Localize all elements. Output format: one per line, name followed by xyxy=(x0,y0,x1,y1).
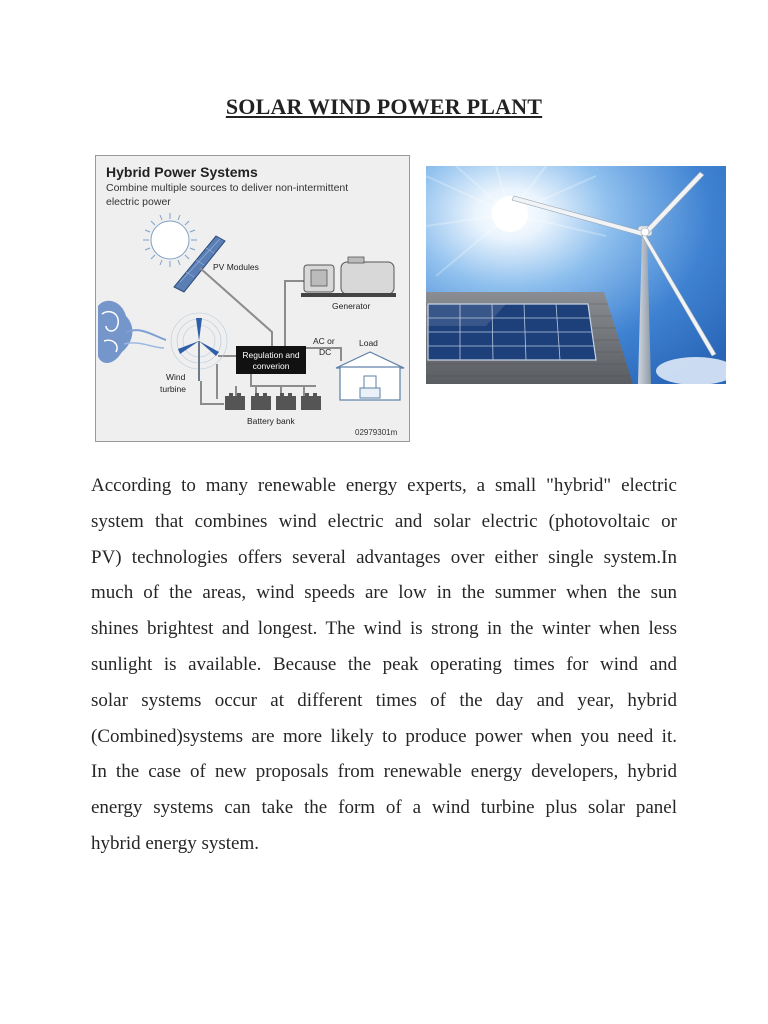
wind-turbine-label-line1: Wind xyxy=(166,372,186,382)
wind-face-icon xyxy=(98,301,166,363)
generator-label: Generator xyxy=(332,301,371,311)
paragraph-line: hybrid energy system. xyxy=(91,832,259,854)
paragraph-line: sunlight is available. Because the peak operating times for wind and xyxy=(91,653,677,675)
paragraph-line: (Combined)systems are more likely to produce power when you need it. xyxy=(91,725,677,747)
regulation-label-line2: converion xyxy=(252,361,290,371)
battery-bank-icon xyxy=(225,393,321,410)
solar-wind-photo xyxy=(426,166,726,384)
paragraph-line: much of the areas, wind speeds are low in the summer when the sun xyxy=(91,582,677,604)
ac-dc-label-line1: AC or xyxy=(313,336,335,346)
diagram-subheading-line2: electric power xyxy=(106,196,171,208)
pv-modules-label: PV Modules xyxy=(213,262,259,272)
paragraph-line: According to many renewable energy experts, a small "hybrid" electric xyxy=(91,475,677,496)
regulation-label-line1: Regulation and xyxy=(242,350,300,360)
paragraph-line: In the case of new proposals from renewable energy developers, hybrid xyxy=(91,761,677,783)
generator-icon xyxy=(301,257,396,297)
paragraph-line: solar systems occur at different times of the day and year, hybrid xyxy=(91,689,677,711)
ac-dc-label-line2: DC xyxy=(319,347,332,357)
diagram-subheading-line1: Combine multiple sources to deliver non-intermittent xyxy=(106,182,349,194)
diagram-heading: Hybrid Power Systems xyxy=(106,164,258,180)
load-label: Load xyxy=(359,338,378,348)
wind-turbine-label-line2: turbine xyxy=(160,384,186,394)
battery-bank-label: Battery bank xyxy=(247,416,295,426)
hybrid-power-diagram xyxy=(95,155,410,442)
house-icon xyxy=(336,352,404,400)
paragraph-line: PV) technologies offers several advantages over either single system.In xyxy=(91,546,677,568)
body-paragraph xyxy=(91,468,677,862)
paragraph-line: shines brightest and longest. The wind is strong in the winter when less xyxy=(91,618,677,640)
wind-turbine-icon xyxy=(171,313,227,381)
sun-icon xyxy=(143,213,197,267)
diagram-code: 02979301m xyxy=(355,428,398,437)
paragraph-line: system that combines wind electric and solar electric (photovoltaic or xyxy=(91,510,677,532)
document-title: SOLAR WIND POWER PLANT xyxy=(225,94,543,119)
paragraph-line: energy systems can take the form of a wind turbine plus solar panel xyxy=(91,797,677,819)
